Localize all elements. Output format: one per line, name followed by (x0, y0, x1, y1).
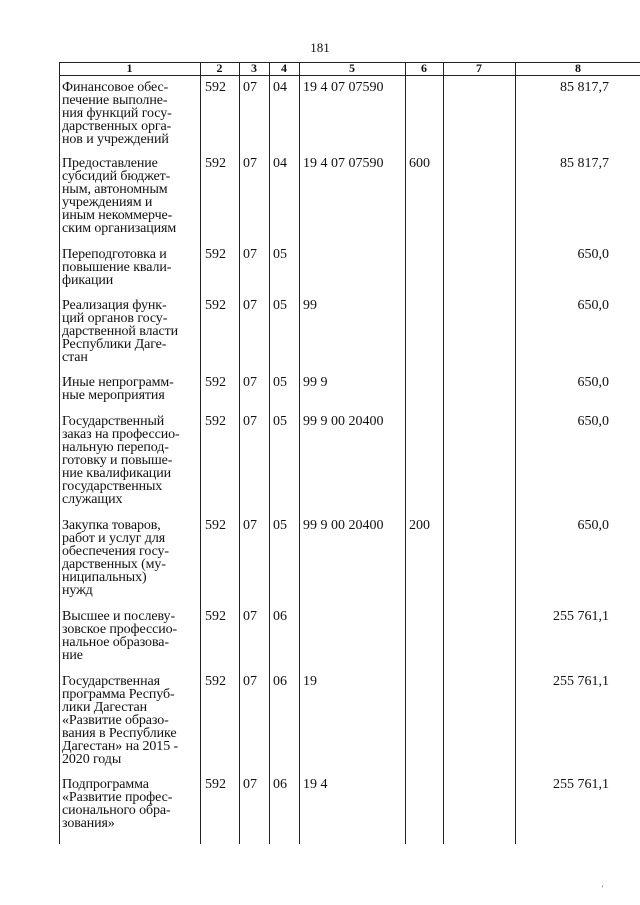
cell-col2: 592 (205, 298, 226, 313)
row-name: Реализация функ- ций органов госу- дарственной власти Республики Даге- стан (62, 298, 179, 365)
cell-col3: 07 (243, 375, 257, 390)
cell-col8: 255 761,1 (553, 609, 609, 624)
column-divider (515, 62, 516, 844)
cell-col5: 99 9 00 20400 (303, 414, 384, 429)
cell-col4: 06 (273, 674, 287, 689)
cell-col4: 04 (273, 80, 287, 95)
cell-col5: 99 9 00 20400 (303, 518, 384, 533)
cell-col5: 19 4 07 07590 (303, 156, 384, 171)
column-header: 7 (476, 61, 482, 75)
cell-col3: 07 (243, 674, 257, 689)
cell-col5: 99 (303, 298, 317, 313)
cell-col3: 07 (243, 777, 257, 792)
cell-col8: 255 761,1 (553, 674, 609, 689)
column-header: 5 (349, 61, 355, 75)
column-divider (239, 62, 240, 844)
cell-col2: 592 (205, 375, 226, 390)
cell-col3: 07 (243, 414, 257, 429)
cell-col6: 200 (409, 518, 430, 533)
row-name: Переподготовка и повышение квали- фикации (62, 247, 172, 288)
cell-col2: 592 (205, 247, 226, 262)
cell-col2: 592 (205, 777, 226, 792)
cell-col2: 592 (205, 414, 226, 429)
row-name: Государственная программа Респуб- лики Дагестан «Развитие образо- вания в Республике Дагестан» на 2015 - 2020 годы (62, 674, 179, 767)
cell-col3: 07 (243, 609, 257, 624)
column-header: 1 (126, 61, 133, 75)
cell-col4: 06 (273, 777, 287, 792)
cell-col6: 600 (409, 156, 430, 171)
cell-col3: 07 (243, 80, 257, 95)
cell-col5: 99 9 (303, 375, 328, 390)
cell-col5: 19 (303, 674, 317, 689)
column-header: 8 (575, 61, 581, 75)
cell-col4: 05 (273, 518, 287, 533)
column-divider (405, 62, 406, 844)
column-divider (299, 62, 300, 844)
table-border-left (59, 62, 60, 844)
cell-col4: 05 (273, 375, 287, 390)
budget-table (59, 62, 640, 844)
cell-col3: 07 (243, 518, 257, 533)
column-header: 3 (251, 61, 257, 75)
cell-col8: 650,0 (577, 375, 609, 390)
row-name: Государственный заказ на профессио- нальную перепод- готовку и повыше- ние квалификации государственных служащих (62, 414, 180, 507)
cell-col2: 592 (205, 80, 226, 95)
column-header: 6 (421, 61, 427, 75)
scan-mark: ' (602, 884, 604, 893)
row-name: Предоставление субсидий бюджет- ным, автономным учреждениям и иным некоммерче- ским организациям (62, 156, 177, 236)
page-number: 181 (310, 40, 330, 55)
row-name: Закупка товаров, работ и услуг для обеспечения госу- дарственных (му- ниципальных) нужд (62, 518, 169, 598)
row-name: Высшее и послеву- зовское профессио- нальное образова- ние (62, 609, 178, 663)
cell-col4: 04 (273, 156, 287, 171)
column-header: 2 (216, 61, 223, 75)
cell-col5: 19 4 07 07590 (303, 80, 384, 95)
column-header: 4 (281, 61, 287, 75)
cell-col3: 07 (243, 156, 257, 171)
cell-col3: 07 (243, 247, 257, 262)
column-divider (443, 62, 444, 844)
cell-col8: 650,0 (577, 414, 609, 429)
column-divider (269, 62, 270, 844)
cell-col8: 255 761,1 (553, 777, 609, 792)
cell-col4: 06 (273, 609, 287, 624)
cell-col2: 592 (205, 156, 226, 171)
row-name: Подпрограмма «Развитие профес- сионального обра- зования» (62, 777, 173, 831)
cell-col2: 592 (205, 518, 226, 533)
cell-col2: 592 (205, 674, 226, 689)
column-divider (200, 62, 201, 844)
cell-col4: 05 (273, 298, 287, 313)
cell-col5: 19 4 (303, 777, 328, 792)
cell-col8: 650,0 (577, 298, 609, 313)
header-bottom-border (59, 75, 640, 76)
row-name: Финансовое обес- печение выполне- ния функций госу- дарственных орга- нов и учреждений (62, 80, 172, 147)
row-name: Иные непрограмм- ные мероприятия (62, 375, 174, 403)
cell-col8: 85 817,7 (560, 80, 609, 95)
cell-col3: 07 (243, 298, 257, 313)
cell-col4: 05 (273, 414, 287, 429)
cell-col2: 592 (205, 609, 226, 624)
cell-col4: 05 (273, 247, 287, 262)
cell-col8: 85 817,7 (560, 156, 609, 171)
cell-col8: 650,0 (577, 247, 609, 262)
cell-col8: 650,0 (577, 518, 609, 533)
